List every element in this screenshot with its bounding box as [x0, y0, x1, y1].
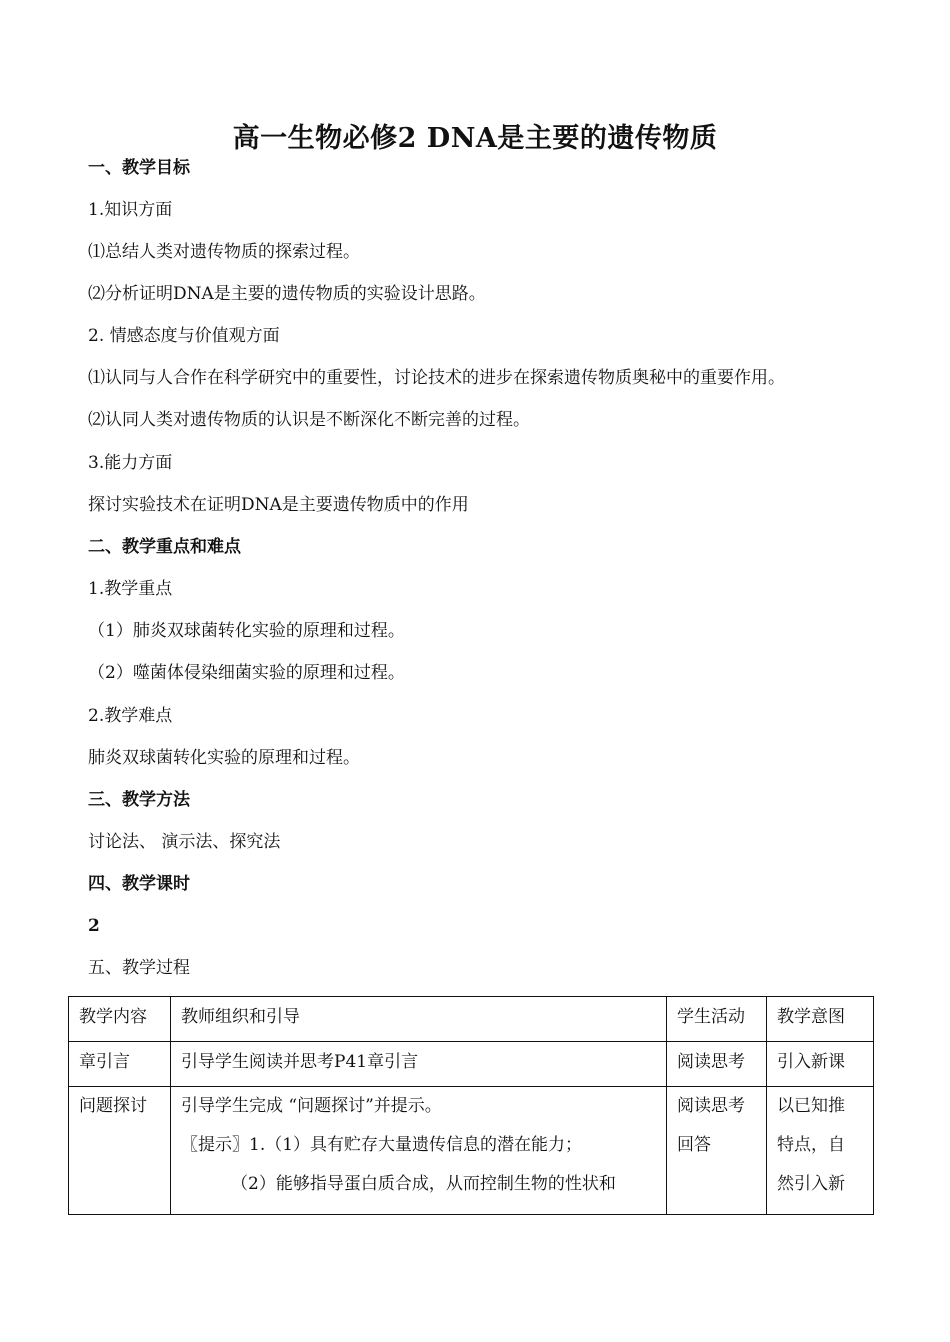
- knowledge-item-2: ⑵分析证明DNA是主要的遗传物质的实验设计思路。: [88, 284, 486, 304]
- ability-item-1: 探讨实验技术在证明DNA是主要遗传物质中的作用: [88, 495, 469, 515]
- section-1-heading: 一、教学目标: [88, 158, 190, 178]
- knowledge-item-1: ⑴总结人类对遗传物质的探索过程。: [88, 242, 360, 262]
- table-cell: [69, 1087, 171, 1215]
- cell-text: 〖提示〗1.（1）具有贮存大量遗传信息的潜在能力；: [181, 1135, 583, 1155]
- cell-text: 以已知推: [777, 1096, 845, 1116]
- cell-text: 回答: [677, 1135, 711, 1155]
- cell-text: 引导学生完成 “问题探讨”并提示。: [181, 1096, 442, 1116]
- table-header-cell: 教师组织和引导: [171, 997, 667, 1042]
- table-header-row: [69, 997, 874, 1042]
- table-header-cell: 教学意图: [767, 997, 874, 1042]
- cell-text: （2）能够指导蛋白质合成，从而控制生物的性状和: [231, 1174, 616, 1194]
- document-title: 高一生物必修2 DNA是主要的遗传物质: [232, 123, 718, 154]
- table-cell: 引入新课: [767, 1042, 874, 1087]
- table-header-cell: 教学内容: [69, 997, 171, 1042]
- focus-item-1: （1）肺炎双球菌转化实验的原理和过程。: [88, 621, 405, 641]
- table-cell: 阅读思考: [667, 1042, 767, 1087]
- table-row: [69, 1087, 874, 1215]
- focus-item-2: （2）噬菌体侵染细菌实验的原理和过程。: [88, 663, 405, 683]
- teaching-process-table: [68, 996, 874, 1215]
- ability-heading: 3.能力方面: [88, 453, 173, 473]
- emotion-item-1: ⑴认同与人合作在科学研究中的重要性，讨论技术的进步在探索遗传物质奥秘中的重要作用。: [88, 368, 785, 388]
- table-header-cell: 学生活动: [667, 997, 767, 1042]
- cell-text: 问题探讨: [79, 1096, 147, 1116]
- class-hours-value: 2: [88, 916, 100, 936]
- cell-text: 阅读思考: [677, 1096, 745, 1116]
- difficulty-heading: 2.教学难点: [88, 706, 173, 726]
- table-row: [69, 1042, 874, 1087]
- method-text: 讨论法、 演示法、探究法: [88, 832, 281, 852]
- table-cell: [767, 1087, 874, 1215]
- table-cell: 引导学生阅读并思考P41章引言: [171, 1042, 667, 1087]
- emotion-heading: 2. 情感态度与价值观方面: [88, 326, 280, 346]
- cell-text: 特点，自: [777, 1135, 845, 1155]
- difficulty-item-1: 肺炎双球菌转化实验的原理和过程。: [88, 748, 360, 768]
- knowledge-heading: 1.知识方面: [88, 200, 173, 220]
- section-2-heading: 二、教学重点和难点: [88, 537, 241, 557]
- section-5-heading: 五、教学过程: [88, 958, 190, 978]
- emotion-item-2: ⑵认同人类对遗传物质的认识是不断深化不断完善的过程。: [88, 410, 530, 430]
- table-cell: [667, 1087, 767, 1215]
- table-cell: 章引言: [69, 1042, 171, 1087]
- section-3-heading: 三、教学方法: [88, 790, 190, 810]
- table-cell: [171, 1087, 667, 1215]
- cell-text: 然引入新: [777, 1174, 845, 1194]
- section-4-heading: 四、教学课时: [88, 874, 190, 894]
- focus-heading: 1.教学重点: [88, 579, 173, 599]
